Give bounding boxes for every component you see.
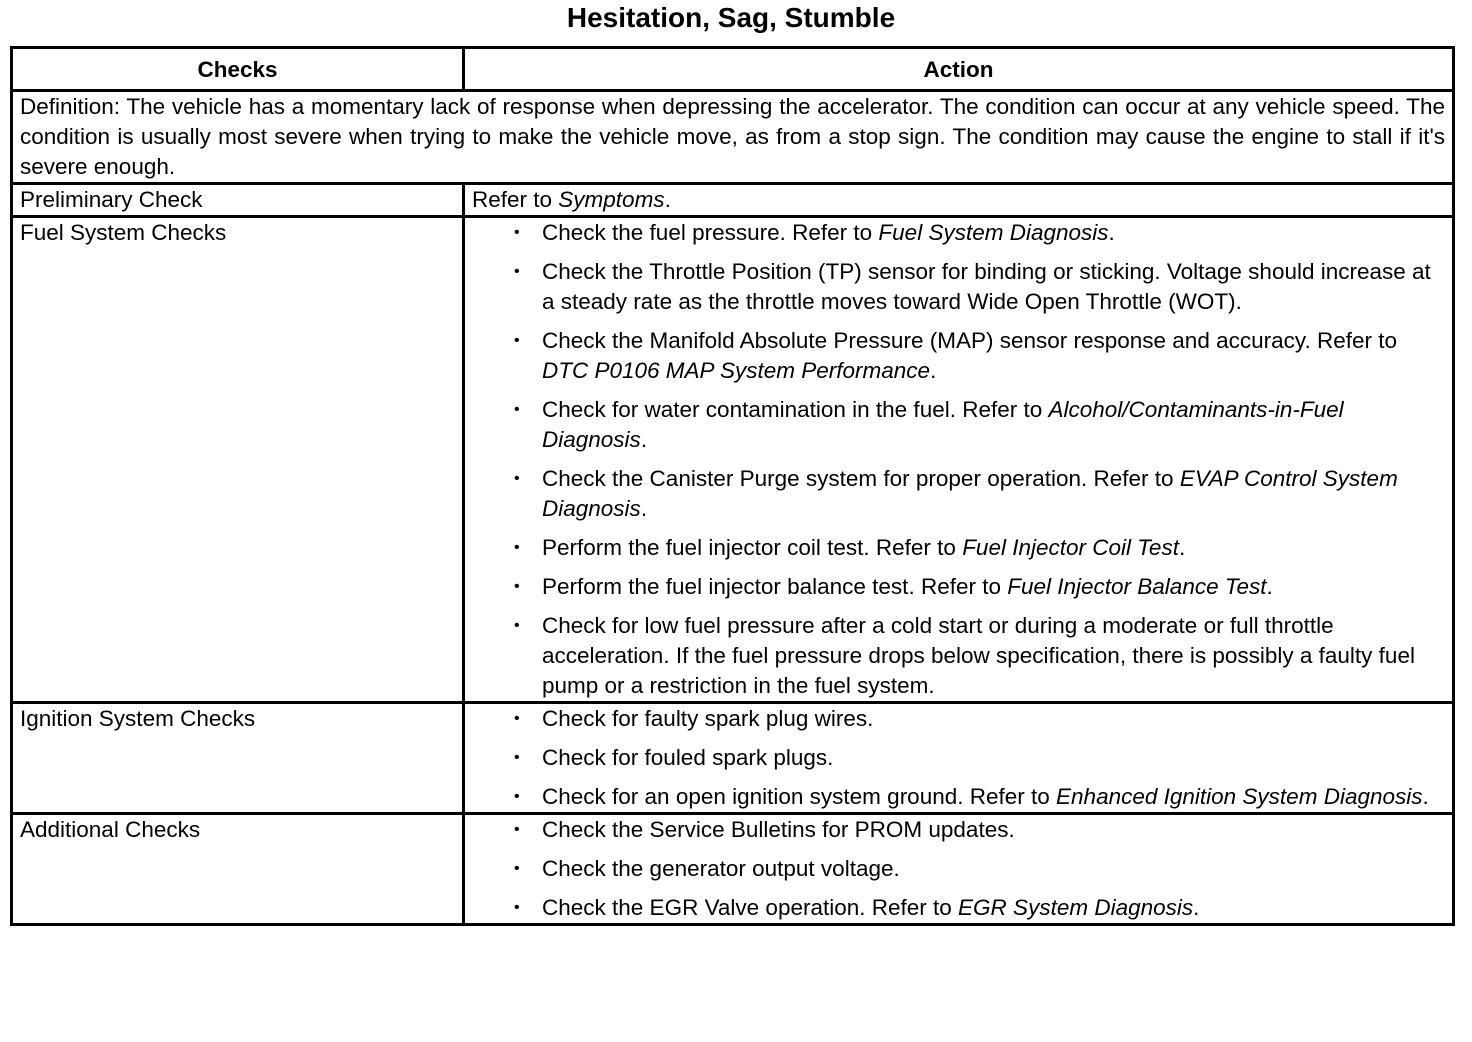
bullet-icon: • bbox=[514, 860, 520, 877]
bullet-icon: • bbox=[514, 788, 520, 805]
list-item bbox=[512, 533, 1445, 563]
diagnosis-table bbox=[10, 46, 1455, 926]
list-item bbox=[512, 893, 1445, 923]
list-item bbox=[512, 395, 1445, 455]
additional-checks-label: Additional Checks bbox=[12, 814, 464, 925]
list-item-text: Check for water contamination in the fuel. Refer to bbox=[542, 397, 1049, 422]
list-item-reference: Fuel Injector Balance Test bbox=[1007, 574, 1267, 599]
list-item bbox=[512, 815, 1445, 845]
definition-row bbox=[12, 91, 1454, 184]
list-item-text: Check for faulty spark plug wires. bbox=[542, 706, 874, 731]
ignition-system-checks-list bbox=[472, 704, 1445, 812]
ignition-system-checks-action bbox=[464, 703, 1454, 814]
bullet-icon: • bbox=[514, 899, 520, 916]
list-item-text: Check the generator output voltage. bbox=[542, 856, 900, 881]
list-item-reference: Enhanced Ignition System Diagnosis bbox=[1056, 784, 1423, 809]
list-item bbox=[512, 326, 1445, 386]
list-item-suffix: . bbox=[640, 427, 648, 452]
preliminary-check-action bbox=[464, 184, 1454, 217]
list-item-text: Check the EGR Valve operation. Refer to bbox=[542, 895, 959, 920]
list-item bbox=[512, 611, 1445, 701]
list-item-reference: Fuel Injector Coil Test bbox=[962, 535, 1179, 560]
list-item-suffix: . bbox=[930, 358, 937, 383]
list-item-reference: EGR System Diagnosis bbox=[958, 895, 1194, 920]
additional-checks-action bbox=[464, 814, 1454, 925]
ignition-system-checks-label: Ignition System Checks bbox=[12, 703, 464, 814]
fuel-system-checks-list bbox=[472, 218, 1445, 701]
list-item-text: Check the fuel pressure. Refer to bbox=[542, 220, 879, 245]
list-item bbox=[512, 218, 1445, 248]
list-item-reference: Alcohol/Contaminants-in-Fuel Diagnosis bbox=[542, 397, 1344, 452]
table-row-preliminary-check bbox=[12, 184, 1454, 217]
list-item bbox=[512, 782, 1445, 812]
additional-checks-list bbox=[472, 815, 1445, 923]
list-item-suffix: . bbox=[640, 496, 648, 521]
list-item bbox=[512, 257, 1445, 317]
bullet-icon: • bbox=[514, 821, 520, 838]
list-item-suffix: . bbox=[1193, 895, 1200, 920]
bullet-icon: • bbox=[514, 710, 520, 727]
bullet-icon: • bbox=[514, 401, 520, 418]
list-item-reference: Fuel System Diagnosis bbox=[878, 220, 1109, 245]
list-item bbox=[512, 854, 1445, 884]
list-item-suffix: . bbox=[1178, 535, 1186, 560]
list-item-reference: DTC P0106 MAP System Performance bbox=[542, 358, 931, 383]
preliminary-check-label: Preliminary Check bbox=[12, 184, 464, 217]
list-item-suffix: . bbox=[1266, 574, 1273, 599]
list-item bbox=[512, 464, 1445, 524]
list-item-text: Check the Canister Purge system for proper operation. Refer to bbox=[542, 466, 1180, 491]
column-header-checks: Checks bbox=[12, 48, 464, 91]
preliminary-check-text: Refer to bbox=[472, 187, 559, 212]
bullet-icon: • bbox=[514, 224, 520, 241]
list-item-suffix: . bbox=[1422, 784, 1429, 809]
list-item-text: Check the Service Bulletins for PROM updates. bbox=[542, 817, 1015, 842]
definition-text: Definition: The vehicle has a momentary lack of response when depressing the accelerator. The condition can occur at any vehicle speed. The condition is usually most severe when trying to make the vehicle move, as from a stop sign. The condition may cause the engine to stall if it's severe enough. bbox=[12, 91, 1454, 184]
column-header-action: Action bbox=[464, 48, 1454, 91]
bullet-icon: • bbox=[514, 578, 520, 595]
bullet-icon: • bbox=[514, 332, 520, 349]
preliminary-check-suffix: . bbox=[664, 187, 671, 212]
bullet-icon: • bbox=[514, 263, 520, 280]
list-item-text: Perform the fuel injector coil test. Refer to bbox=[542, 535, 963, 560]
table-row-fuel-system-checks bbox=[12, 217, 1454, 703]
list-item-text: Check the Throttle Position (TP) sensor for binding or sticking. Voltage should increase at a steady rate as the throttle moves toward Wide Open Throttle (WOT). bbox=[542, 259, 1431, 314]
fuel-system-checks-label: Fuel System Checks bbox=[12, 217, 464, 703]
bullet-icon: • bbox=[514, 617, 520, 634]
list-item-text: Check for an open ignition system ground. Refer to bbox=[542, 784, 1057, 809]
bullet-icon: • bbox=[514, 749, 520, 766]
list-item bbox=[512, 704, 1445, 734]
list-item-text: Perform the fuel injector balance test. Refer to bbox=[542, 574, 1008, 599]
table-row-ignition-system-checks bbox=[12, 703, 1454, 814]
list-item-suffix: . bbox=[1108, 220, 1115, 245]
list-item-text: Check for low fuel pressure after a cold start or during a moderate or full throttle acceleration. If the fuel pressure drops below specification, there is possibly a faulty fuel pump or a restriction in the fuel system. bbox=[542, 613, 1415, 698]
fuel-system-checks-action bbox=[464, 217, 1454, 703]
list-item bbox=[512, 572, 1445, 602]
table-row-additional-checks bbox=[12, 814, 1454, 925]
list-item bbox=[512, 743, 1445, 773]
list-item-text: Check the Manifold Absolute Pressure (MAP) sensor response and accuracy. Refer to bbox=[542, 328, 1397, 353]
list-item-text: Check for fouled spark plugs. bbox=[542, 745, 834, 770]
list-item-reference: EVAP Control System Diagnosis bbox=[542, 466, 1398, 521]
bullet-icon: • bbox=[514, 470, 520, 487]
bullet-icon: • bbox=[514, 539, 520, 556]
table-header-row bbox=[12, 48, 1454, 91]
page-title: Hesitation, Sag, Stumble bbox=[566, 2, 896, 33]
preliminary-check-ref: Symptoms bbox=[558, 187, 665, 212]
